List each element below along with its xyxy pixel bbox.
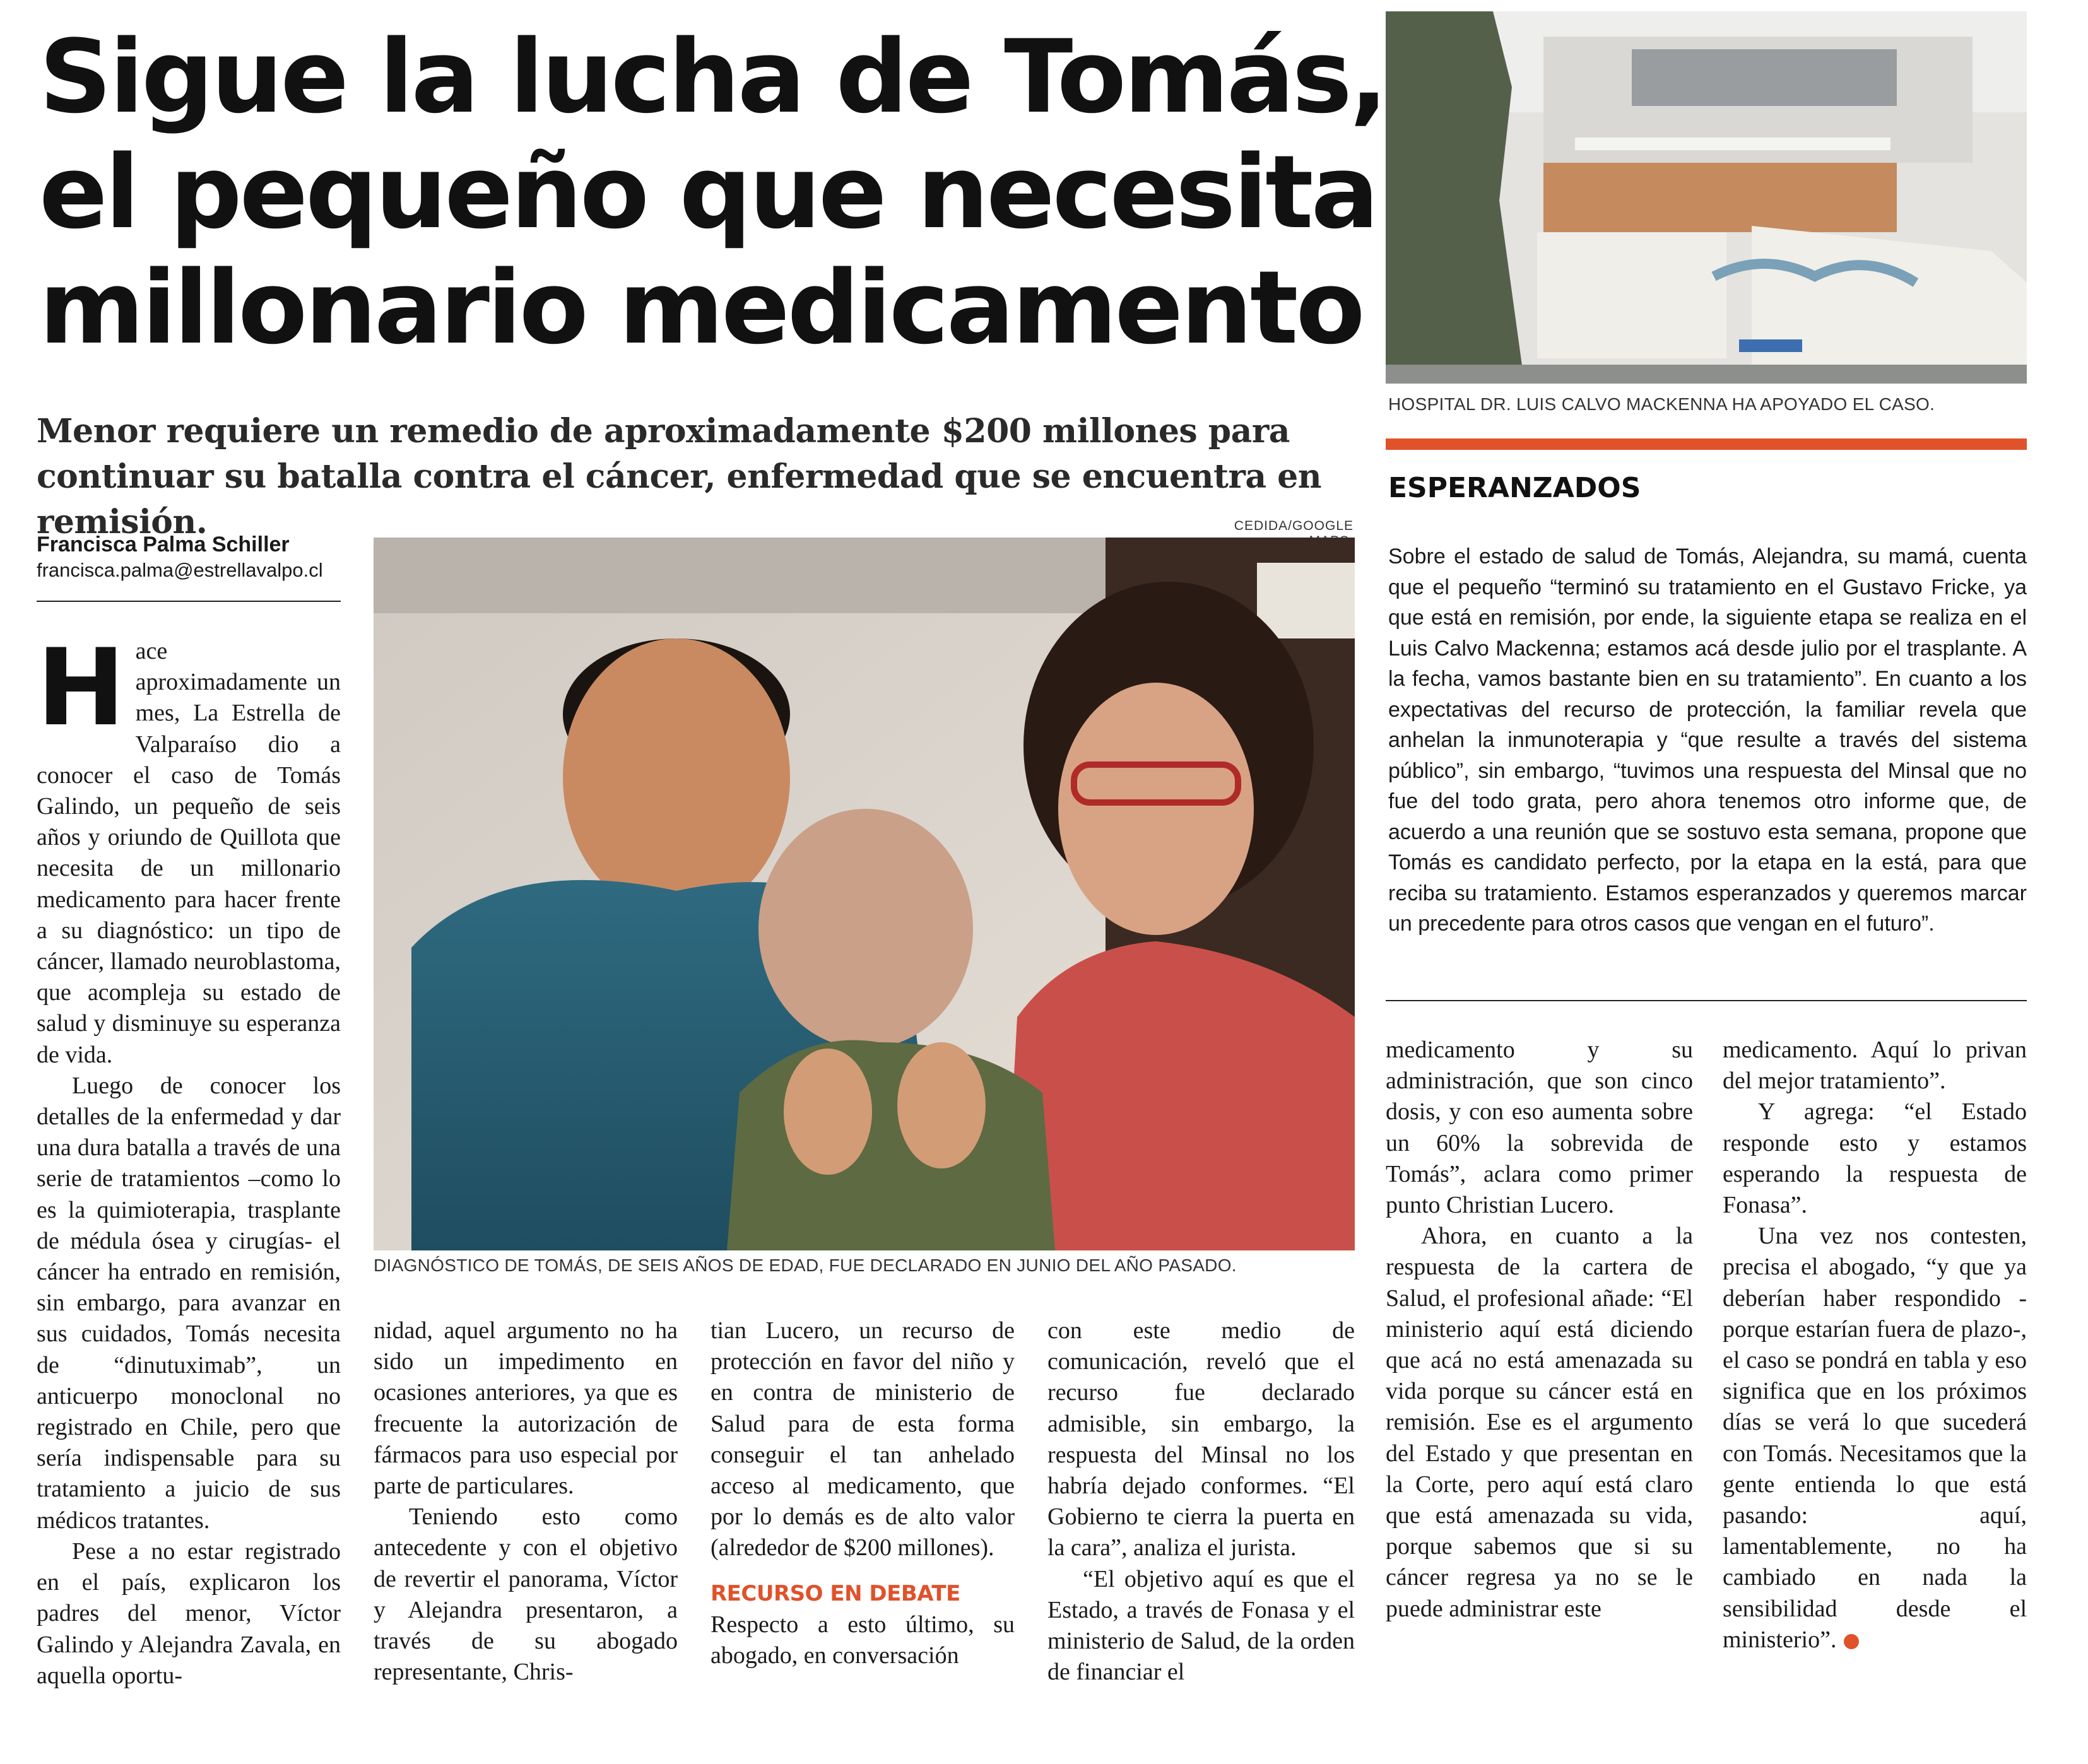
family-photo — [374, 538, 1355, 1250]
author-email[interactable]: francisca.palma@estrellavalpo.cl — [37, 559, 323, 581]
body-column-6: medicamento. Aquí lo privan del mejor tratamiento”. Y agrega: “el Estado responde esto y estamos esperando la respuesta de Fonasa”. Una vez nos contesten, precisa el abogado, “y que ya deberían haber respondido -porque estarían fuera de plazo-, el caso se pondrá en tabla y eso significa que en los próximos días se verá lo que sucederá con Tomás. Necesitamos que la gente entienda lo que está pasando: aquí, lamentablemente, no ha cambiado en nada la sensibilidad desde el ministerio”. — [1723, 1037, 2027, 1653]
body-column-4: con este medio de comunicación, reveló que el recurso fue declarado admisible, sin embargo, la respuesta del Minsal no los habría dejado conformes. “El Gobierno te cierra la puerta en la cara”, analiza el jurista. “El objetivo aquí es que el Estado, a través de Fonasa y el ministerio de Salud, de la orden de financiar el — [1047, 1317, 1355, 1686]
sidebar-text: Sobre el estado de salud de Tomás, Alejandra, su mamá, cuenta que el pequeño “terminó su tratamiento en el Gustavo Fricke, ya que está en remisión, por ende, la siguiente etapa se realiza en el Luis Calvo Mackenna; estamos acá desde julio por el trasplante. A la fecha, vamos bastante bien en su tratamiento”. En cuanto a los expectativas del recurso de protección, la familiar revela que anhelan la inmunoterapia y “que resulte a través del sistema público”, sin embargo, “tuvimos una respuesta del Minsal que no fue del todo grata, pero ahora tenemos otro informe que, de acuerdo a una reunión que se sostuvo esta semana, propone que Tomás es candidato perfecto, por la etapa en la está, para que reciba su tratamiento. Estamos esperanzados y queremos marcar un precedente para otros casos que vengan en el futuro”. — [1388, 544, 2027, 936]
hospital-photo — [1386, 11, 2027, 384]
sidebar-bottom-rule — [1386, 1000, 2027, 1001]
body-column-1: Hace aproximadamente un mes, La Estrella de Valparaíso dio a conocer el caso de Tomás Galindo, un pequeño de seis años y oriundo de Quillota que necesita de un millonario medicamento para hacer frente a su diagnóstico: un tipo de cáncer, llamado neuroblastoma, que acompleja su estado de salud y disminuye su esperanza de vida. Luego de conocer los detalles de la enfermedad y dar una dura batalla a través de una serie de tratamientos –como lo es la quimioterapia, trasplante de médula ósea y cirugías- el cáncer ha entrado en remisión, sin embargo, para avanzar en sus cuidados, Tomás necesita de “dinutuximab”, un anticuerpo monoclonal no registrado en Chile, pero que sería indispensable para su tratamiento a juicio de sus médicos tratantes. Pese a no estar registrado en el país, explicaron los padres del menor, Víctor Galindo y Alejandra Zavala, en aquella oportu- — [37, 626, 341, 1689]
author-name: Francisca Palma Schiller — [37, 532, 290, 556]
byline — [37, 531, 339, 583]
headline: Sigue la lucha de Tomás, el pequeño que necesita millonario medicamento — [39, 18, 1386, 367]
photo-caption: DIAGNÓSTICO DE TOMÁS, DE SEIS AÑOS DE EDAD, FUE DECLARADO EN JUNIO DEL AÑO PASADO. — [374, 1255, 1237, 1275]
subsection-heading: RECURSO EN DEBATE — [711, 1580, 960, 1606]
sidebar-heading: ESPERANZADOS — [1388, 472, 1641, 504]
body-column-5: medicamento y su administración, que son cinco dosis, y con eso aumenta sobre un 60% la sobrevida de Tomás”, aclara como primer punto Christian Lucero. Ahora, en cuanto a la respuesta de la cartera de Salud, el profesional añade: “El ministerio aquí está diciendo que acá no está amenazada su vida porque su cáncer está en remisión. Ese es el argumento del Estado y que presentan en la Corte, pero aquí está claro que está amenazada su vida, porque sabemos que si su cáncer regresa ya no se le puede administrar este — [1386, 1037, 1693, 1622]
end-mark-icon — [1844, 1634, 1859, 1649]
drop-cap: H — [37, 626, 126, 750]
body-column-2: nidad, aquel argumento no ha sido un impedimento en ocasiones anteriores, ya que es frecuente la autorización de fármacos para uso especial por parte de particulares. Teniendo esto como antecedente y con el objetivo de revertir el panorama, Víctor y Alejandra presentaron, a través de su abogado representante, Chris- — [374, 1317, 678, 1686]
body-column-3: tian Lucero, un recurso de protección en favor del niño y en contra de ministerio de Salud para de esta forma conseguir el tan anhelado acceso al medicamento, que por lo demás es de alto valor (alrededor de $200 millones). RECURSO EN DEBATE Respecto a esto último, su abogado, en conversación — [711, 1317, 1015, 1669]
hospital-photo-caption: HOSPITAL DR. LUIS CALVO MACKENNA HA APOYADO EL CASO. — [1388, 394, 1935, 414]
subheadline: Menor requiere un remedio de aproximadamente $200 millones para continuar su batalla contra el cáncer, enfermedad que se encuentra en remisión. — [37, 412, 1322, 541]
byline-rule — [37, 601, 341, 602]
sidebar-accent-bar — [1386, 438, 2027, 450]
photo-credit: CEDIDA/GOOGLE — [1234, 519, 1354, 533]
